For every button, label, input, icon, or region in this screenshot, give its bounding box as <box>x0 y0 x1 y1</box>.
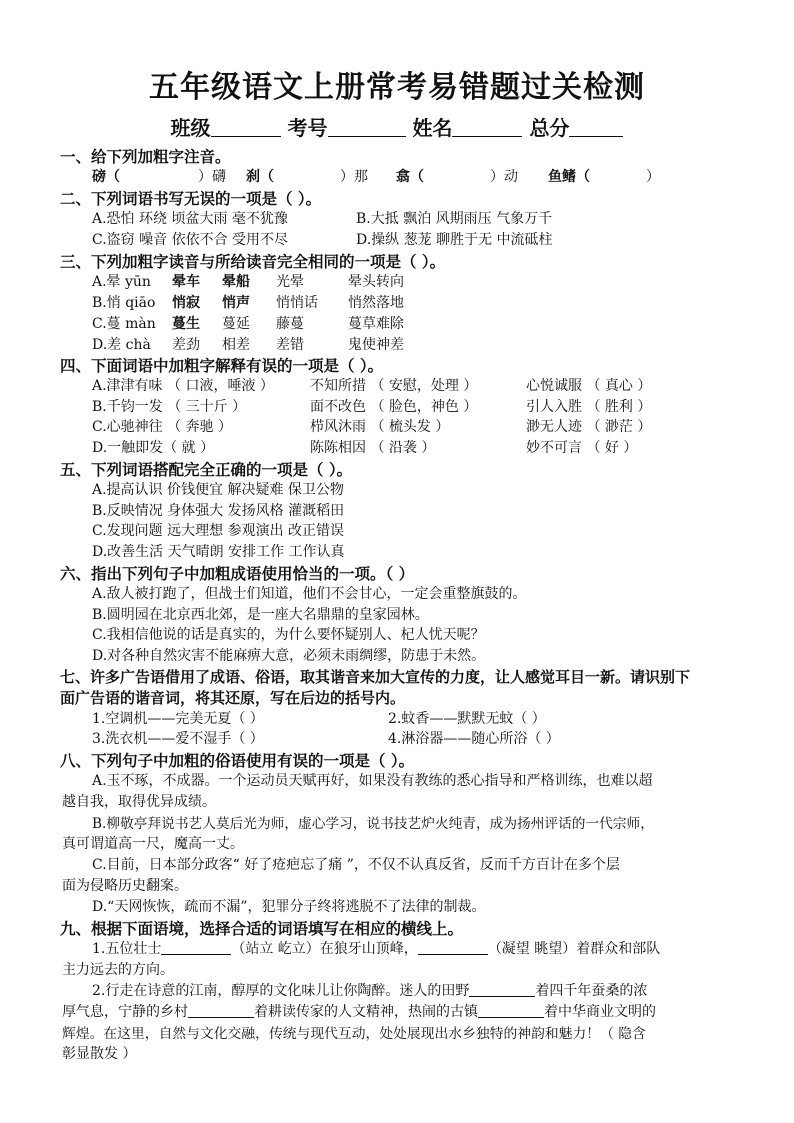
fill-blank[interactable] <box>469 982 535 997</box>
section-4-heading: 四、下面词语中加粗字解释有误的一项是（ ）。 <box>60 357 384 375</box>
ad-item-2: 2.蚊香——默默无蚊（ ） <box>388 711 546 727</box>
question-2-line-1: 2.行走在诗意的江南，醇厚的文化味儿让你陶醉。迷人的田野 着四千年蚕桑的浓 <box>92 983 648 999</box>
row-b-word-4: 悄然落地 <box>348 295 404 311</box>
page-title: 五年级语文上册常考易错题过关检测 <box>149 70 645 105</box>
row-a-label: A.晕 yūn <box>92 274 151 290</box>
question-1-line-2: 主力远去的方向。 <box>62 962 174 978</box>
student-info-line <box>0 112 794 141</box>
section-5-heading: 五、下列词语搭配完全正确的一项是（ ）。 <box>60 461 353 479</box>
option-a-cont: 越自我，取得优异成绩。 <box>62 794 216 810</box>
name-blank[interactable] <box>452 118 522 137</box>
pinyin-item-2: 刹（ <box>246 169 274 185</box>
row-b-col-2: 面不改色 （ 脸色，神色 ） <box>310 399 478 415</box>
row-d-col-3: 妙不可言 （ 好 ） <box>526 440 638 456</box>
row-d-word-4: 鬼使神差 <box>348 337 404 353</box>
class-blank[interactable] <box>211 118 281 137</box>
fill-blank[interactable] <box>188 1003 254 1018</box>
row-a-word-4: 晕头转向 <box>348 274 404 290</box>
pinyin-item-2-end: ）那 <box>340 169 368 185</box>
section-1-heading: 一、给下列加粗字注音。 <box>60 148 231 166</box>
row-c-word-3: 藤蔓 <box>276 316 304 332</box>
option-b: B.圆明园在北京西北郊，是一座大名鼎鼎的皇家园林。 <box>92 607 429 623</box>
row-d-col-2: 陈陈相因 （ 沿袭 ） <box>310 440 436 456</box>
row-c-word-2: 蔓延 <box>222 316 250 332</box>
row-c-word-1: 蔓生 <box>172 316 200 332</box>
row-c-label: C.蔓 màn <box>92 316 156 332</box>
row-d-label: D.差 chà <box>92 337 151 353</box>
section-6-heading: 六、指出下列句子中加粗成语使用恰当的一项。（ ） <box>60 565 415 583</box>
section-2-heading: 二、下列词语书写无误的一项是（ ）。 <box>60 190 322 208</box>
section-9-heading: 九、根据下面语境，选择合适的词语填写在相应的横线上。 <box>60 920 464 938</box>
option-c: C.发现问题 远大理想 参观演出 改正错误 <box>92 523 345 539</box>
section-8-heading: 八、下列句子中加粗的俗语使用有误的一项是（ ）。 <box>60 752 415 770</box>
number-blank[interactable] <box>328 118 406 137</box>
row-b-col-1: B.千钧一发 （ 三十斤 ） <box>92 399 247 415</box>
row-d-word-2: 相差 <box>222 337 250 353</box>
row-c-col-2: 栉风沐雨 （ 梳头发 ） <box>310 419 450 435</box>
option-c: C.盗窃 噪音 依依不合 受用不尽 <box>92 232 289 248</box>
option-d: D.对各种自然灾害不能麻痹大意，必须未雨绸缪，防患于未然。 <box>92 648 486 664</box>
row-a-word-3: 光晕 <box>276 274 304 290</box>
option-b: B.大抵 飘泊 风期雨压 气象万千 <box>356 211 553 227</box>
row-b-label: B.悄 qiāo <box>92 295 156 311</box>
question-2-line-3: 辉煌。在这里，自然与文化交融，传统与现代互动，处处展现出水乡独特的神韵和魅力！（ 隐含 <box>62 1026 646 1042</box>
row-d-word-3: 差错 <box>276 337 304 353</box>
pinyin-item-1: 磅（ <box>92 169 120 185</box>
pinyin-item-1-end: ）礴 <box>198 169 226 185</box>
fill-blank[interactable] <box>418 940 488 955</box>
row-a-col-1: A.津津有味 （ 口液，唾液 ） <box>92 378 274 394</box>
row-a-col-2: 不知所措 （ 安慰，处理 ） <box>310 378 478 394</box>
class-label: 班级 <box>170 116 211 140</box>
ad-item-4: 4.淋浴器——随心所浴（ ） <box>388 731 560 747</box>
option-c: C.目前，日本部分政客“ 好了疮疤忘了痛 ”，不仅不认真反省，反而千方百计在多个层 <box>92 857 620 873</box>
row-b-word-1: 悄寂 <box>172 295 200 311</box>
option-d: D.操纵 葱茏 聊胜于无 中流砥柱 <box>356 232 553 248</box>
score-blank[interactable] <box>569 118 623 137</box>
row-d-col-1: D.一触即发（ 就 ） <box>92 440 215 456</box>
question-2-line-2: 厚气息，宁静的乡村 着耕读传家的人文精神，热闹的古镇 着中华商业文明的 <box>62 1004 656 1020</box>
pinyin-item-4: 鱼鳍（ <box>548 169 590 185</box>
option-a: A.恐怕 环绕 顷盆大雨 毫不犹豫 <box>92 211 288 227</box>
row-c-col-1: C.心驰神往 （ 奔驰 ） <box>92 419 233 435</box>
fill-blank[interactable] <box>161 940 231 955</box>
row-b-col-3: 引人入胜 （ 胜利 ） <box>526 399 652 415</box>
option-a: A.玉不琢，不成器。一个运动员天赋再好，如果没有教练的悉心指导和严格训练，也难以超 <box>92 773 653 789</box>
option-d: D.改善生活 天气晴朗 安排工作 工作认真 <box>92 544 345 560</box>
question-1-line-1: 1.五位壮士 （站立 屹立）在狼牙山顶峰， （凝望 眺望）着群众和部队 <box>92 941 661 957</box>
option-c-cont: 面为侵略历史翻案。 <box>62 878 188 894</box>
option-a: A.提高认识 价钱便宜 解决疑难 保卫公物 <box>92 482 344 498</box>
option-a: A.敌人被打跑了，但战士们知道，他们不会甘心，一定会重整旗鼓的。 <box>92 586 527 602</box>
row-a-word-1: 晕车 <box>172 274 200 290</box>
number-label: 考号 <box>287 116 328 140</box>
option-b: B.柳敬亭拜说书艺人莫后光为师，虚心学习，说书技艺炉火纯青，成为扬州评话的一代宗师， <box>92 816 654 832</box>
row-d-word-1: 差劲 <box>172 337 200 353</box>
row-c-word-4: 蔓草难除 <box>348 316 404 332</box>
section-7-heading: 七、许多广告语借用了成语、俗语，取其谐音来加大宣传的力度，让人感觉耳目一新。请识别下 <box>60 668 691 686</box>
ad-item-1: 1.空调机——完美无夏（ ） <box>92 711 264 727</box>
option-d: D.“天网恢恢，疏而不漏”，犯罪分子终将逃脱不了法律的制裁。 <box>92 899 486 915</box>
question-2-line-4: 彰显散发 ） <box>62 1046 137 1062</box>
pinyin-item-4-end: ） <box>646 169 660 185</box>
score-label: 总分 <box>529 116 570 140</box>
pinyin-item-3-end: ）动 <box>490 169 518 185</box>
section-3-heading: 三、下列加粗字读音与所给读音完全相同的一项是（ ）。 <box>60 253 446 271</box>
row-a-col-3: 心悦诚服 （ 真心 ） <box>526 378 652 394</box>
name-label: 姓名 <box>412 116 453 140</box>
row-c-col-3: 渺无人迹 （ 渺茫 ） <box>526 419 652 435</box>
fill-blank[interactable] <box>478 1003 544 1018</box>
row-b-word-2: 悄声 <box>222 295 250 311</box>
option-b: B.反映情况 身体强大 发扬风格 灌溉稻田 <box>92 503 345 519</box>
row-b-word-3: 悄悄话 <box>276 295 318 311</box>
pinyin-item-3: 翕（ <box>396 169 424 185</box>
option-b-cont: 真可谓道高一尺，魔高一丈。 <box>62 836 244 852</box>
row-a-word-2: 晕船 <box>222 274 250 290</box>
option-c: C.我相信他说的话是真实的，为什么要怀疑别人、杞人忧天呢？ <box>92 627 485 643</box>
ad-item-3: 3.洗衣机——爱不湿手（ ） <box>92 731 264 747</box>
section-7-heading-cont: 面广告语的谐音词，将其还原，写在后边的括号内。 <box>60 689 406 707</box>
